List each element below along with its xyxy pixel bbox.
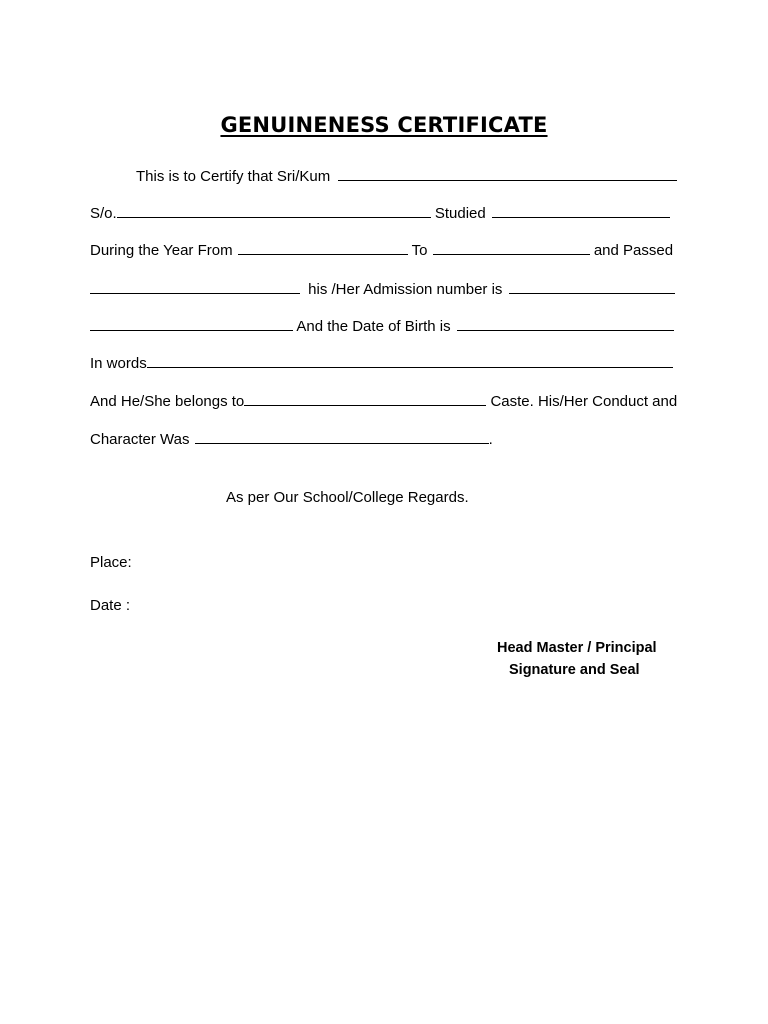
character-period: . xyxy=(488,431,493,448)
admission-cont-blank[interactable] xyxy=(90,317,293,331)
to-label: To xyxy=(411,242,428,259)
line-words xyxy=(90,354,690,374)
so-label: S/o. xyxy=(90,205,117,222)
caste-blank[interactable] xyxy=(244,392,486,406)
signatory-title: Head Master / Principal xyxy=(497,640,657,656)
belongs-label: And He/She belongs to xyxy=(90,393,245,410)
line-caste xyxy=(90,392,690,412)
dob-blank[interactable] xyxy=(457,317,674,331)
date-label: Date : xyxy=(90,597,131,614)
dob-label: And the Date of Birth is xyxy=(296,318,451,335)
certificate-title: GENUINENESS CERTIFICATE xyxy=(220,113,548,137)
caste-label: Caste. His/Her Conduct and xyxy=(490,393,678,410)
line-son-of xyxy=(90,204,690,224)
character-blank[interactable] xyxy=(195,430,489,444)
line-character xyxy=(90,430,690,450)
passed-class-blank[interactable] xyxy=(90,280,300,294)
name-blank[interactable] xyxy=(338,167,677,181)
father-name-blank[interactable] xyxy=(117,204,431,218)
year-from-label: During the Year From xyxy=(90,242,233,259)
place-label: Place: xyxy=(90,554,132,571)
studied-label: Studied xyxy=(434,205,486,222)
studied-blank[interactable] xyxy=(492,204,670,218)
line-certify xyxy=(136,167,736,187)
year-to-blank[interactable] xyxy=(433,241,590,255)
line-admission xyxy=(90,280,690,300)
signature-seal-label: Signature and Seal xyxy=(509,662,640,678)
admission-label: his /Her Admission number is xyxy=(308,281,503,298)
line-year xyxy=(90,241,690,261)
regards-line: As per Our School/College Regards. xyxy=(226,489,469,506)
year-from-blank[interactable] xyxy=(238,241,408,255)
character-label: Character Was xyxy=(90,431,190,448)
passed-label: and Passed xyxy=(593,242,674,259)
words-label: In words xyxy=(90,355,147,372)
line-dob xyxy=(90,317,690,337)
admission-number-blank[interactable] xyxy=(509,280,675,294)
dob-words-blank[interactable] xyxy=(147,354,673,368)
certify-text: This is to Certify that Sri/Kum xyxy=(136,168,331,185)
